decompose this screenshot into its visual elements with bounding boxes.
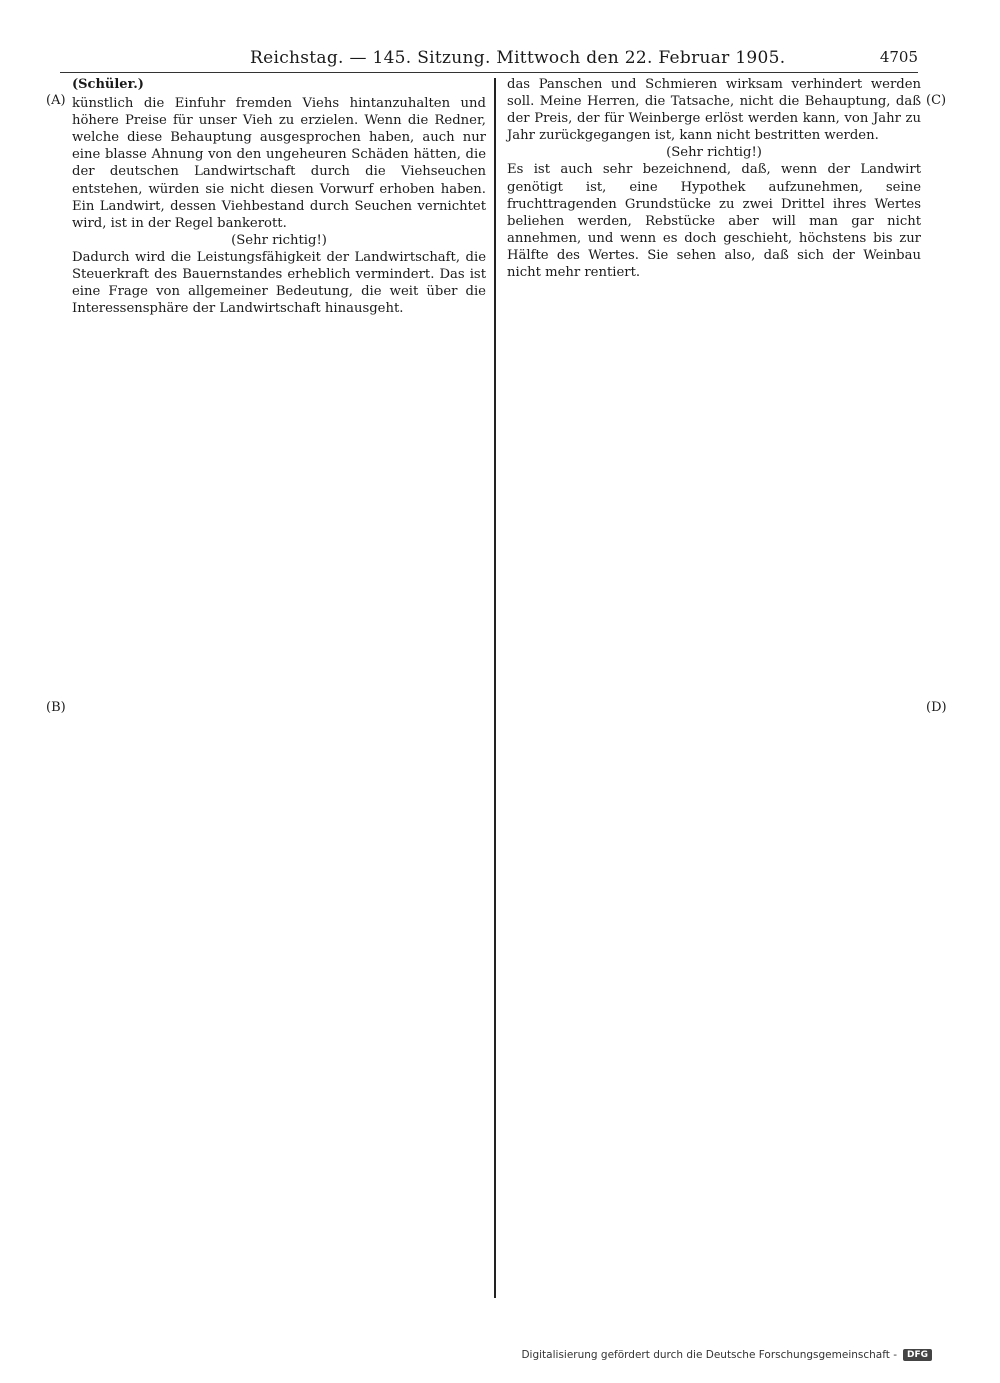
running-title: Reichstag. — 145. Sitzung. Mittwoch den 22. Februar 1905.: [250, 48, 786, 68]
margin-marker-c: (C): [926, 93, 947, 108]
dfg-logo-icon: DFG: [903, 1349, 932, 1361]
left-column: [72, 76, 486, 317]
paragraph: Dadurch wird die Leistungsfähigkeit der Landwirtschaft, die Steuerkraft des Bauernstandes erheblich vermindert. Das ist eine Frage von allgemeiner Bedeutung, die weit über die Interessensphäre der Landwirtschaft hinausgeht.: [72, 249, 486, 317]
speaker-tag: (Schüler.): [72, 77, 144, 92]
interjection: (Sehr richtig!): [666, 145, 762, 161]
right-column: [507, 76, 921, 281]
footer-credit: Digitalisierung gefördert durch die Deutsche Forschungsgemeinschaft -: [521, 1349, 897, 1361]
header-rule: [60, 72, 918, 73]
margin-marker-a: (A): [46, 93, 66, 108]
page-header: [0, 48, 1000, 72]
paragraph: Es ist auch sehr bezeichnend, daß, wenn der Landwirt genötigt ist, eine Hypothek aufzunehmen, seine fruchttragenden Grundstücke zu zwei Drittel ihres Wertes beliehen werden, Rebstücke aber will man gar nicht annehmen, und wenn es doch geschieht, höchstens bis zur Hälfte des Wertes. Sie sehen also, daß sich der Weinbau nicht mehr rentiert.: [507, 162, 921, 281]
paragraph: das Panschen und Schmieren wirksam verhindert werden soll. Meine Herren, die Tatsache, nicht die Behauptung, daß der Preis, der für Weinberge erlöst werden kann, von Jahr zu Jahr zurückgegangen ist, kann nicht bestritten werden.: [507, 77, 921, 144]
column-divider: [494, 78, 496, 1298]
page-number: 4705: [879, 48, 918, 66]
interjection: (Sehr richtig!): [231, 232, 327, 248]
margin-marker-b: (B): [46, 700, 66, 715]
margin-marker-d: (D): [926, 700, 947, 715]
paragraph: künstlich die Einfuhr fremden Viehs hintanzuhalten und höhere Preise für unser Vieh zu erzielen. Wenn die Redner, welche diese Behauptung ausgesprochen haben, auch nur eine blasse Ahnung von den ungeheuren Schäden hätten, die der deutschen Landwirtschaft durch die Viehseuchen entstehen, würden sie nicht diesen Vorwurf erhoben haben. Ein Landwirt, dessen Viehbestand durch Seuchen vernichtet wird, ist in der Regel bankerott.: [72, 96, 486, 231]
footer: [521, 1349, 932, 1361]
